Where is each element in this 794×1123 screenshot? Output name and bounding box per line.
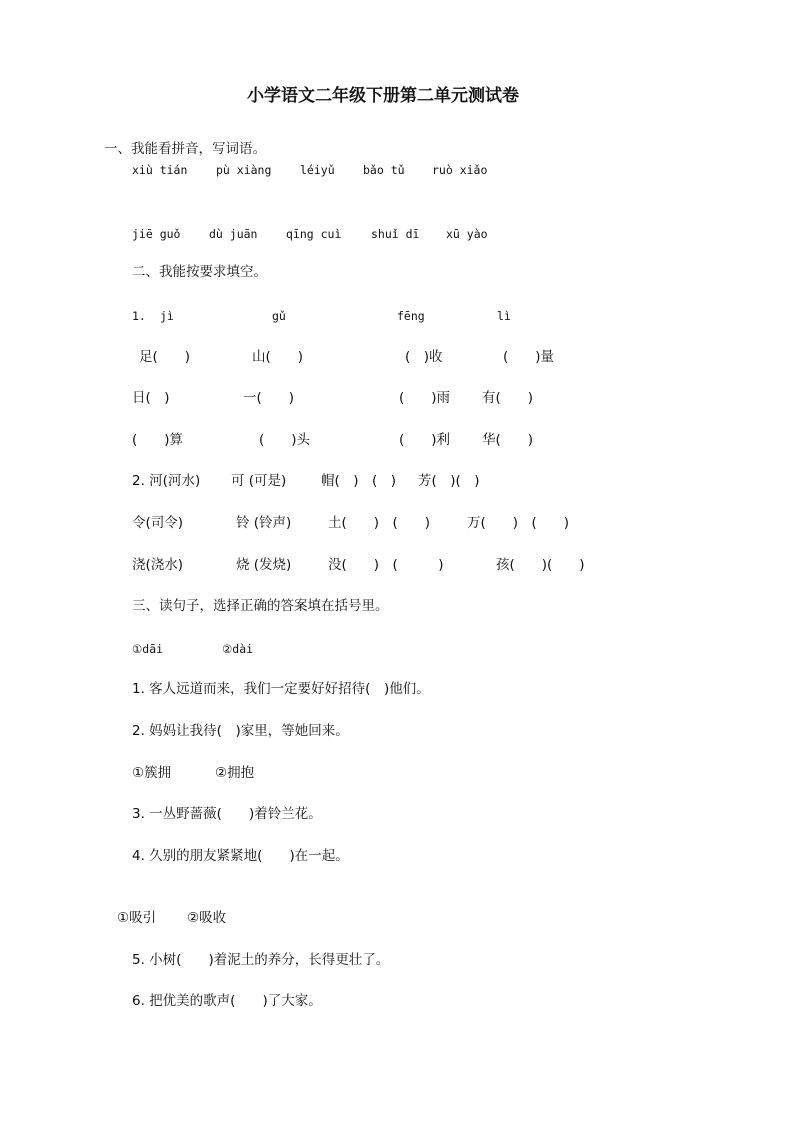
- fill-blank-item: ( )量: [503, 349, 555, 365]
- section-2-heading: 二、我能按要求填空。: [132, 264, 267, 280]
- pinyin-item: jiē guǒ: [132, 227, 181, 241]
- fill-blank-item: ( )雨: [399, 390, 451, 406]
- pinyin-item: léiyǔ: [300, 163, 335, 177]
- pinyin-item: xū yào: [446, 227, 488, 241]
- section-1-heading: 一、我能看拼音，写词语。: [104, 141, 266, 157]
- fill-blank-item: 华( ): [482, 432, 534, 448]
- question-sentence: 3. 一丛野蔷薇( )着铃兰花。: [132, 806, 322, 822]
- pinyin-item: xiù tián: [132, 163, 188, 177]
- answer-option: ②dài: [222, 642, 254, 656]
- question-number: 1.: [132, 309, 146, 323]
- pinyin-item: pù xiàng: [216, 163, 272, 177]
- fill-blank-item: 浇(浇水): [132, 557, 184, 573]
- pinyin-item: jì: [160, 309, 174, 323]
- question-sentence: 4. 久别的朋友紧紧地( )在一起。: [132, 848, 349, 864]
- question-sentence: 1. 客人远道而来，我们一定要好好招待( )他们。: [132, 681, 430, 697]
- fill-blank-item: 令(司令): [132, 515, 184, 531]
- fill-blank-item: 可 (可是): [231, 473, 287, 489]
- pinyin-item: fēng: [397, 309, 425, 323]
- section-3-heading: 三、读句子，选择正确的答案填在括号里。: [132, 598, 389, 614]
- fill-blank-item: 芳( )( ): [418, 473, 480, 489]
- fill-blank-item: 2. 河(河水): [132, 473, 201, 489]
- fill-blank-item: ( )收: [405, 349, 443, 365]
- fill-blank-item: ( )头: [259, 432, 311, 448]
- fill-blank-item: 帽( ) ( ): [321, 473, 397, 489]
- fill-blank-item: 有( ): [482, 390, 534, 406]
- fill-blank-item: 日( ): [132, 390, 170, 406]
- pinyin-item: gǔ: [272, 309, 286, 323]
- fill-blank-item: 山( ): [252, 349, 304, 365]
- question-sentence: 5. 小树( )着泥土的养分，长得更壮了。: [132, 952, 390, 968]
- answer-option: ①dāi: [132, 642, 164, 656]
- question-sentence: 6. 把优美的歌声( )了大家。: [132, 993, 322, 1009]
- pinyin-item: ruò xiǎo: [432, 163, 488, 177]
- fill-blank-item: 土( ) ( ): [328, 515, 431, 531]
- answer-option: ②吸收: [187, 910, 227, 926]
- fill-blank-item: 孩( )( ): [496, 557, 585, 573]
- pinyin-item: shuǐ dī: [371, 227, 420, 241]
- pinyin-item: dù juān: [209, 227, 258, 241]
- pinyin-item: qīng cuì: [286, 227, 342, 241]
- pinyin-item: lì: [497, 309, 511, 323]
- fill-blank-item: 没( ) ( ): [328, 557, 444, 573]
- question-sentence: 2. 妈妈让我待( )家里，等她回来。: [132, 723, 349, 739]
- answer-option: ①吸引: [117, 910, 157, 926]
- fill-blank-item: 万( ) ( ): [467, 515, 570, 531]
- fill-blank-item: 足( ): [139, 349, 191, 365]
- page-title: 小学语文二年级下册第二单元测试卷: [247, 86, 519, 106]
- answer-option: ②拥抱: [215, 765, 255, 781]
- fill-blank-item: 铃 (铃声): [236, 515, 292, 531]
- fill-blank-item: ( )算: [132, 432, 184, 448]
- answer-option: ①簇拥: [132, 765, 172, 781]
- pinyin-item: bǎo tǔ: [363, 163, 405, 177]
- fill-blank-item: ( )利: [399, 432, 451, 448]
- fill-blank-item: 烧 (发烧): [236, 557, 292, 573]
- fill-blank-item: 一( ): [243, 390, 295, 406]
